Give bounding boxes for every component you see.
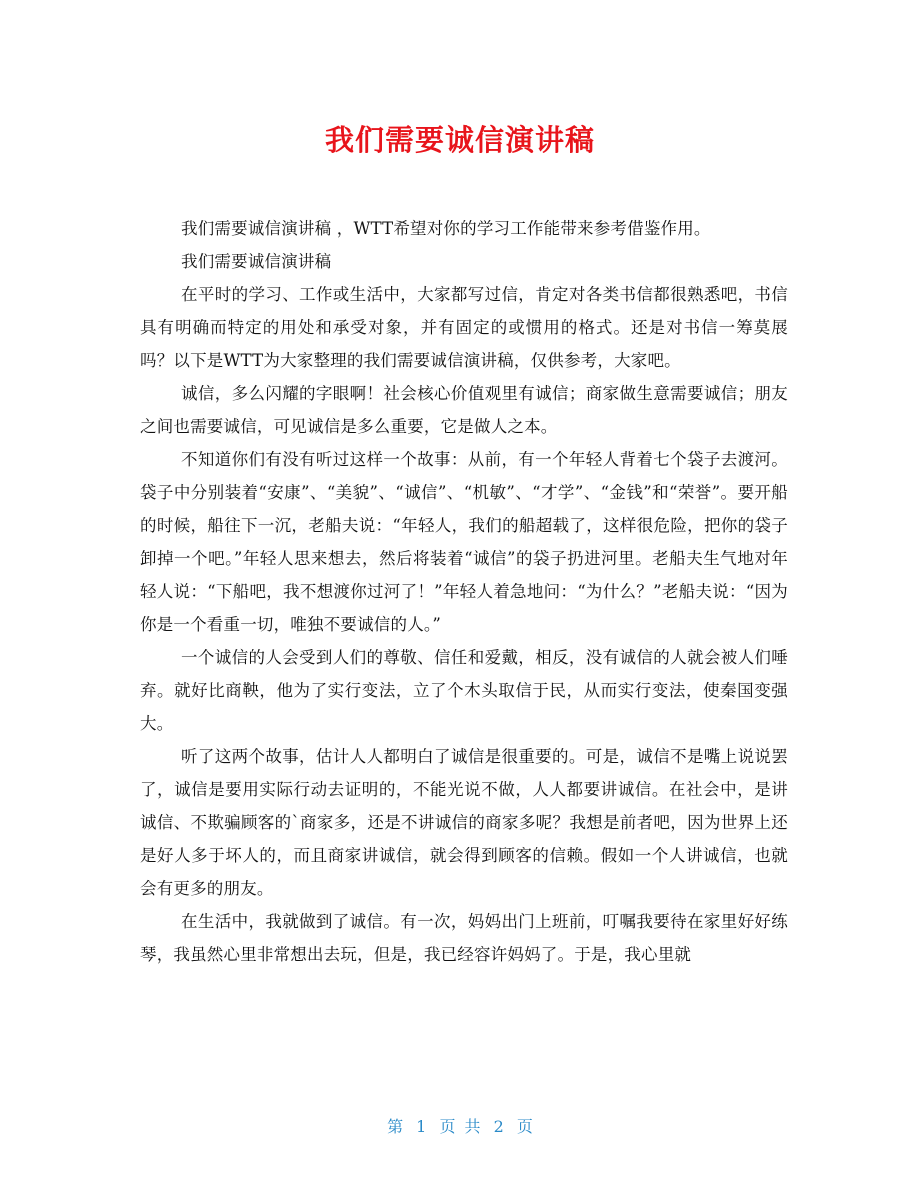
document-title: 我们需要诚信演讲稿 [324, 123, 595, 157]
paragraph: 在生活中，我就做到了诚信。有一次，妈妈出门上班前，叮嘱我要待在家里好好练琴，我虽然心里非常想出去玩，但是，我已经容许妈妈了。于是，我心里就 [140, 912, 788, 964]
paragraph: 不知道你们有没有听过这样一个故事：从前，有一个年轻人背着七个袋子去渡河。袋子中分别装着“安康”、“美貌”、“诚信”、“机敏”、“才学”、“金钱”和“荣誉”。要开船的时候，船往下一沉，老船夫说：“年轻人，我们的船超载了，这样很危险，把你的袋子卸掉一个吧。”年轻人思来想去，然后将装着“诚信”的袋子扔进河里。老船夫生气地对年轻人说：“下船吧，我不想渡你过河了！”年轻人着急地问：“为什么？”老船夫说：“因为你是一个看重一切，唯独不要诚信的人。” [140, 450, 788, 634]
page-label-prefix: 第 [387, 1117, 404, 1136]
paragraph: 听了这两个故事，估计人人都明白了诚信是很重要的。可是，诚信不是嘴上说说罢了，诚信是要用实际行动去证明的，不能光说不做，人人都要讲诚信。在社会中，是讲诚信、不欺骗顾客的`商家多，还是不讲诚信的商家多呢？我想是前者吧，因为世界上还是好人多于坏人的，而且商家讲诚信，就会得到顾客的信赖。假如一个人讲诚信，也就会有更多的朋友。 [140, 747, 788, 898]
paragraph: 一个诚信的人会受到人们的尊敬、信任和爱戴，相反，没有诚信的人就会被人们唾弃。就好比商鞅，他为了实行变法，立了个木头取信于民，从而实行变法，使秦国变强大。 [140, 648, 788, 733]
document-body [140, 212, 788, 971]
page-label-suffix: 页 [516, 1117, 533, 1136]
paragraph: 诚信，多么闪耀的字眼啊！社会核心价值观里有诚信；商家做生意需要诚信；朋友之间也需要诚信，可见诚信是多么重要，它是做人之本。 [140, 384, 788, 436]
paragraph-intro: 我们需要诚信演讲稿 ，WTT希望对你的学习工作能带来参考借鉴作用。 [181, 219, 711, 238]
current-page-number: 1 [416, 1117, 427, 1136]
paragraph: 在平时的学习、工作或生活中，大家都写过信，肯定对各类书信都很熟悉吧，书信具有明确而特定的用处和承受对象，并有固定的或惯用的格式。还是对书信一筹莫展吗？以下是WTT为大家整理的我们需要诚信演讲稿，仅供参考，大家吧。 [140, 285, 788, 370]
page-label-mid: 页 共 [439, 1117, 481, 1136]
paragraph-heading: 我们需要诚信演讲稿 [181, 252, 332, 271]
page-footer [0, 1114, 920, 1137]
total-pages-number: 2 [493, 1117, 504, 1136]
